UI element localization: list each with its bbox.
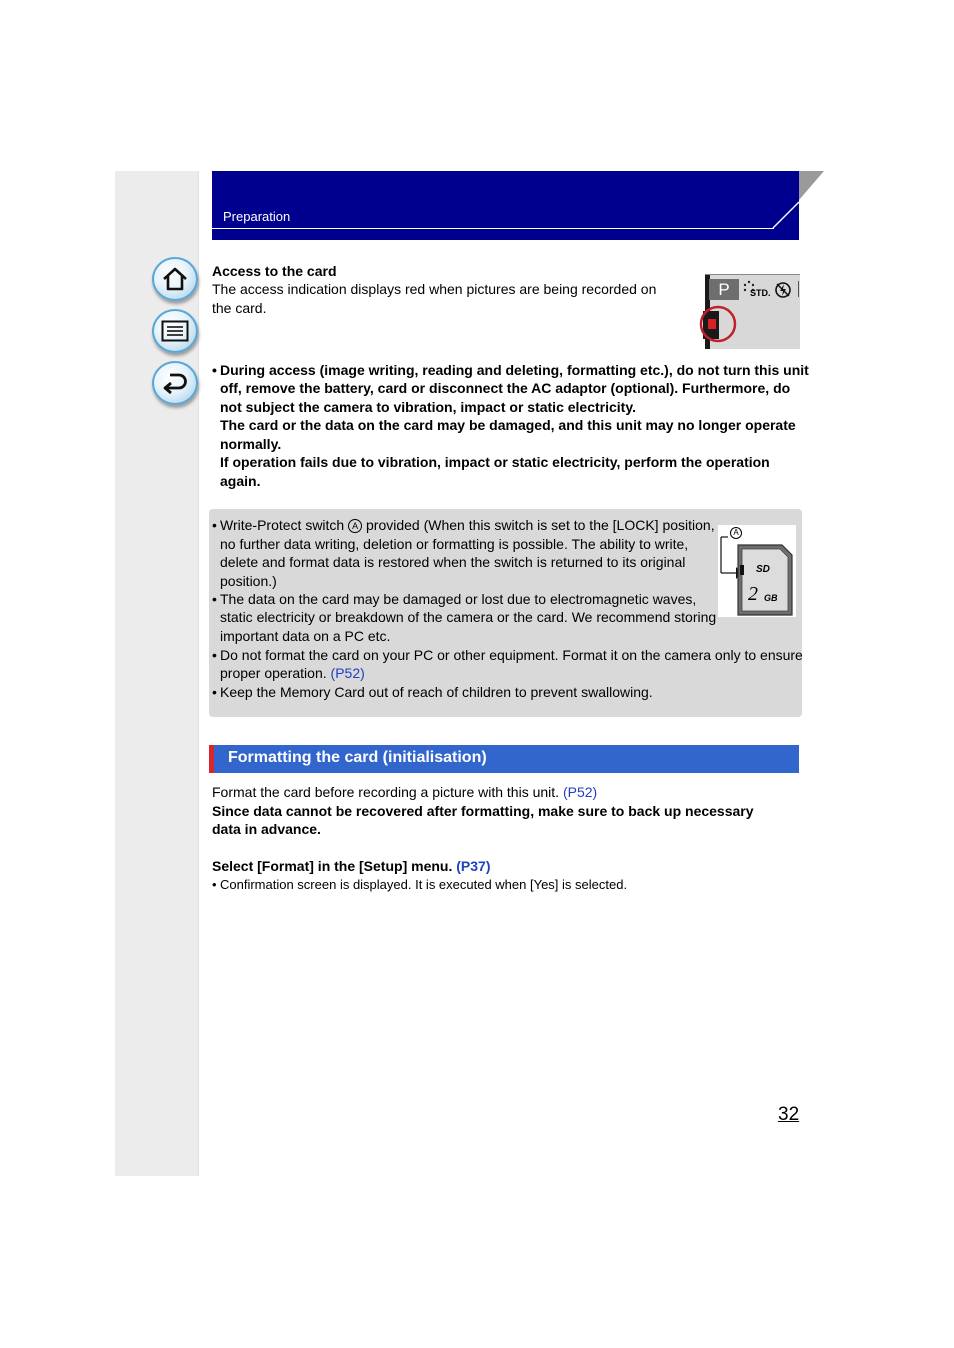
lcd-divider [798,281,799,297]
header-rule [212,228,774,229]
note-line: static electricity or breakdown of the camera or the card. We recommend storing [220,609,717,625]
warning-line: The card or the data on the card may be damaged, and this unit may no longer operate [220,417,796,433]
format-intro-text: Format the card before recording a picture with this unit. [212,784,560,800]
note-write-protect-pre: Write-Protect switch [220,517,345,533]
mode-badge: P [709,279,739,300]
note-bullet: • [212,647,217,663]
warning-line: not subject the camera to vibration, impact or static electricity. [220,399,636,415]
warning-line: again. [220,473,261,489]
format-warning-line1: Since data cannot be recovered after formatting, make sure to back up necessary [212,803,754,819]
note-write-protect [220,516,715,535]
note-line: important data on a PC etc. [220,628,391,644]
warning-line: normally. [220,436,282,452]
page-link-p52[interactable]: (P52) [330,665,365,681]
note-format-line [220,664,365,683]
note-line: no further data writing, deletion or formatting is possible. The ability to write, [220,536,689,552]
note-line-text: proper operation. [220,665,327,681]
chapter-header-bar [212,171,799,240]
sd-card-body [736,543,794,617]
warning-line: off, remove the battery, card or disconnect the AC adaptor (optional). Furthermore, do [220,380,791,396]
access-text-line1: The access indication displays red when pictures are being recorded on [212,281,657,297]
contents-button[interactable] [152,309,198,353]
format-warning-line2: data in advance. [212,821,321,837]
format-step-bullet: • [212,877,217,892]
back-button[interactable] [152,361,198,405]
card-capacity-unit: GB [764,593,778,603]
home-icon [161,266,189,292]
note-bullet: • [212,517,217,533]
note-write-protect-post: provided (When this switch is set to the [LOCK] position, [366,517,715,533]
home-button[interactable] [152,257,198,301]
access-text-line2: the card. [212,300,267,316]
back-arrow-icon [161,370,189,396]
format-step-note: Confirmation screen is displayed. It is executed when [Yes] is selected. [220,877,628,892]
warning-line: During access (image writing, reading and deleting, formatting etc.), do not turn this unit [220,362,809,378]
card-access-indicator-icon [696,305,738,345]
note-bullet: • [212,684,217,700]
card-marker-a: A [730,527,742,539]
page-link-p52[interactable]: (P52) [562,784,598,800]
format-step [212,857,490,876]
note-line: delete and format data is restored when the switch is returned to its original [220,554,686,570]
note-line: position.) [220,573,277,589]
section-label: Preparation [223,209,291,224]
sd-logo: SD [756,564,770,575]
page-number: 32 [778,1104,800,1125]
section-header-formatting [209,745,799,773]
lcd-illustration [705,274,800,349]
note-line: The data on the card may be damaged or lost due to electromagnetic waves, [220,591,697,607]
note-line: Do not format the card on your PC or other equipment. Format it on the camera only to ensure [220,647,803,663]
access-heading: Access to the card [212,263,337,279]
note-line: Keep the Memory Card out of reach of children to prevent swallowing. [220,684,653,700]
section-title: Formatting the card (initialisation) [228,749,487,766]
card-capacity: 2 [748,583,758,605]
warning-bullet: • [212,362,217,378]
note-bullet: • [212,591,217,607]
list-icon [161,320,189,342]
sd-card-illustration [718,525,796,617]
format-intro [212,783,597,802]
flash-off-icon [774,281,792,299]
std-label: STD. [750,288,771,298]
page-link-p37[interactable]: (P37) [456,858,491,874]
marker-a: A [348,519,362,533]
format-step-text: Select [Format] in the [Setup] menu. [212,858,453,874]
header-corner-decoration [770,171,826,231]
warning-line: If operation fails due to vibration, impact or static electricity, perform the operation [220,454,770,470]
